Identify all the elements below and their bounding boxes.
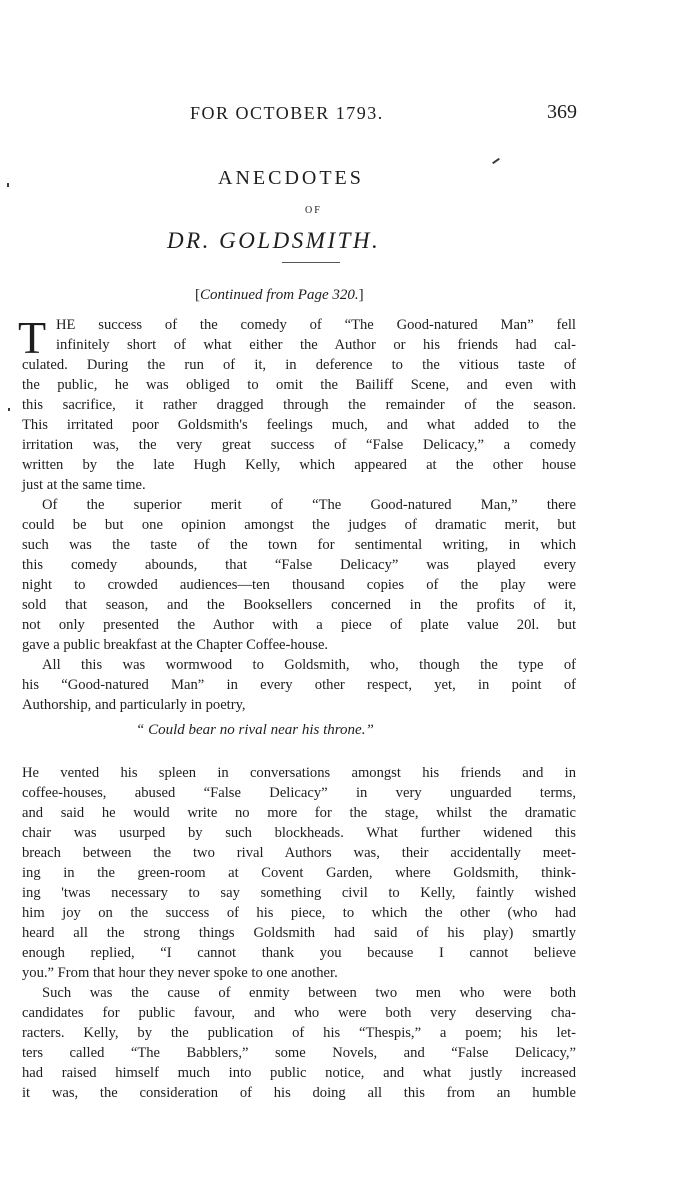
text-line: his “Good-natured Man” in every other respect, yet, in point of bbox=[22, 677, 576, 693]
text-line: such was the taste of the town for sentimental writing, in which bbox=[22, 537, 576, 553]
text-line: chair was usurped by such blockheads. What further widened this bbox=[22, 825, 576, 841]
text-line: candidates for public favour, and who were both very deserving cha- bbox=[22, 1005, 576, 1021]
text-line: Of the superior merit of “The Good-natured Man,” there bbox=[42, 497, 576, 513]
text-line: He vented his spleen in conversations amongst his friends and in bbox=[22, 765, 576, 781]
text-line: this comedy abounds, that “False Delicacy” was played every bbox=[22, 557, 576, 573]
text-line: racters. Kelly, by the publication of his “Thespis,” a poem; his let- bbox=[22, 1025, 576, 1041]
ink-speck bbox=[7, 183, 9, 187]
drop-cap: T bbox=[18, 312, 47, 363]
text-line: heard all the strong things Goldsmith had said of his play) smartly bbox=[22, 925, 576, 941]
article-subject: DR. GOLDSMITH. bbox=[167, 228, 381, 253]
text-line: breach between the two rival Authors was, their accidentally meet- bbox=[22, 845, 576, 861]
continued-close-bracket: ] bbox=[358, 287, 364, 303]
text-line: him joy on the success of his piece, to which the other (who had bbox=[22, 905, 576, 921]
text-line: Authorship, and particularly in poetry, bbox=[22, 697, 246, 713]
text-line: you.” From that hour they never spoke to one another. bbox=[22, 965, 338, 981]
text-line: enough replied, “I cannot thank you because I cannot believe bbox=[22, 945, 576, 961]
text-line: All this was wormwood to Goldsmith, who, though the type of bbox=[42, 657, 576, 673]
text-line: This irritated poor Goldsmith's feelings much, and what added to the bbox=[22, 417, 576, 433]
text-line: written by the late Hugh Kelly, which appeared at the other house bbox=[22, 457, 576, 473]
text-line: coffee-houses, abused “False Delicacy” in very unguarded terms, bbox=[22, 785, 576, 801]
text-line: ing 'twas necessary to say something civil to Kelly, faintly wished bbox=[22, 885, 576, 901]
ink-speck bbox=[492, 158, 500, 164]
text-line: HE success of the comedy of “The Good-natured Man” fell bbox=[56, 317, 576, 333]
text-line: culated. During the run of it, in deference to the vitious taste of bbox=[22, 357, 576, 373]
text-line: ing in the green-room at Covent Garden, where Goldsmith, think- bbox=[22, 865, 576, 881]
text-line: could be but one opinion amongst the judges of dramatic merit, but bbox=[22, 517, 576, 533]
text-line: irritation was, the very great success of “False Delicacy,” a comedy bbox=[22, 437, 576, 453]
text-line: Such was the cause of enmity between two men who were both bbox=[42, 985, 576, 1001]
text-line: night to crowded audiences—ten thousand copies of the play were bbox=[22, 577, 576, 593]
text-line: the public, he was obliged to omit the Bailiff Scene, and even with bbox=[22, 377, 576, 393]
text-line: gave a public breakfast at the Chapter Coffee-house. bbox=[22, 637, 329, 653]
text-line: ters called “The Babblers,” some Novels, and “False Delicacy,” bbox=[22, 1045, 576, 1061]
article-of: OF bbox=[305, 205, 322, 216]
text-line: infinitely short of what either the Author or his friends had cal- bbox=[56, 337, 576, 353]
continued-open-bracket: [ bbox=[195, 287, 200, 303]
article-title: ANECDOTES bbox=[218, 167, 364, 189]
text-line: this sacrifice, it rather dragged through the remainder of the season. bbox=[22, 397, 576, 413]
continued-note bbox=[195, 287, 364, 304]
ink-speck bbox=[8, 408, 10, 411]
text-line: just at the same time. bbox=[22, 477, 146, 493]
text-line: not only presented the Author with a piece of plate value 20l. but bbox=[22, 617, 576, 633]
page-number: 369 bbox=[547, 101, 577, 123]
text-line: had raised himself much into public notice, and what justly increased bbox=[22, 1065, 576, 1081]
running-head: FOR OCTOBER 1793. bbox=[190, 103, 384, 123]
subject-rule bbox=[282, 262, 340, 263]
continued-text: Continued from Page 320. bbox=[200, 287, 359, 303]
text-line: it was, the consideration of his doing all this from an humble bbox=[22, 1085, 576, 1101]
text-line: sold that season, and the Booksellers concerned in the profits of it, bbox=[22, 597, 576, 613]
text-line: and said he would write no more for the stage, whilst the dramatic bbox=[22, 805, 576, 821]
poetry-quote: “ Could bear no rival near his throne.” bbox=[136, 722, 374, 738]
